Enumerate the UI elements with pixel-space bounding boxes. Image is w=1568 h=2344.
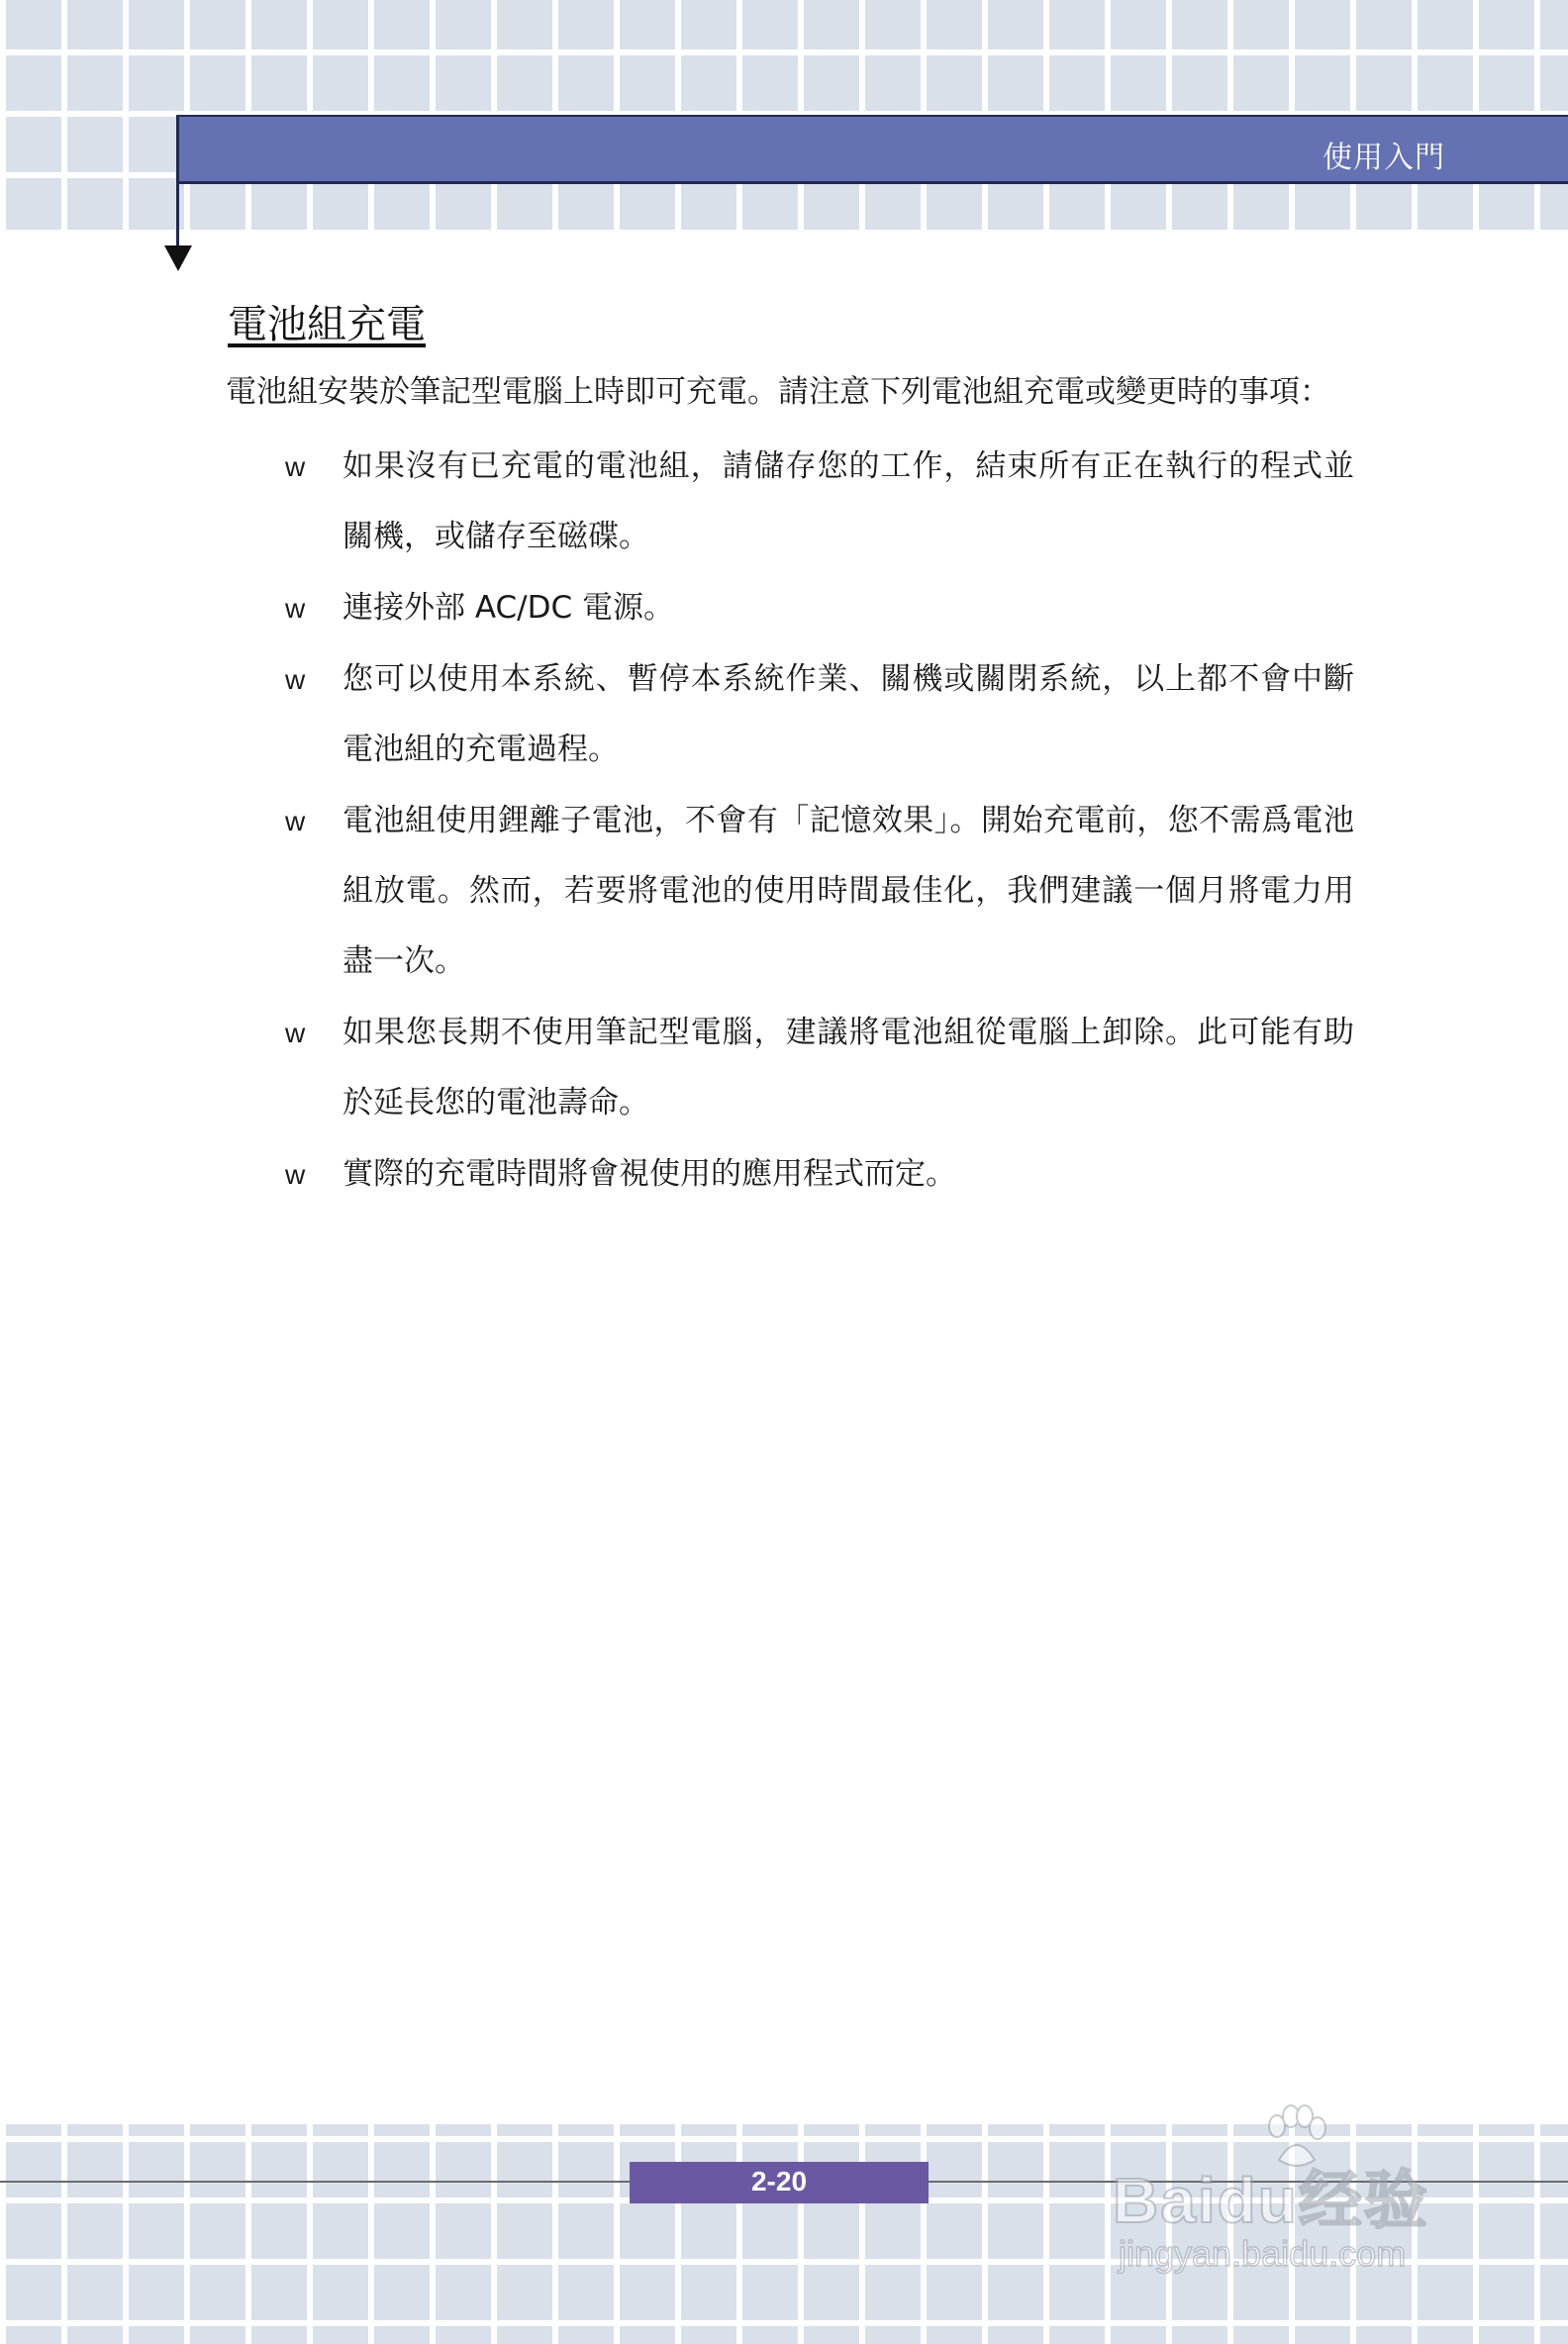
watermark-logo: Baidu经验 <box>1113 2165 1429 2236</box>
list-item-text: 如果沒有已充電的電池組，請儲存您的工作，結束所有正在執行的程式並關機，或儲存至磁碟。 <box>343 448 1354 554</box>
bullet-marker: w <box>285 1018 306 1048</box>
list-item <box>285 573 1354 643</box>
list-item-text: 實際的充電時間將會視使用的應用程式而定。 <box>343 1156 956 1192</box>
list-item-text: 您可以使用本系統、暫停本系統作業、關機或關閉系統，以上都不會中斷電池組的充電過程。 <box>343 661 1354 767</box>
list-item <box>285 998 1354 1138</box>
bullet-marker: w <box>285 451 306 482</box>
page-number-badge <box>630 2162 929 2203</box>
bullet-marker: w <box>285 664 306 695</box>
watermark-url: jingyan.baidu.com <box>1119 2233 1407 2274</box>
bullet-marker: w <box>285 593 306 624</box>
bullet-marker: w <box>285 1159 306 1190</box>
bullet-list <box>285 432 1354 1211</box>
list-item-text: 如果您長期不使用筆記型電腦，建議將電池組從電腦上卸除。此可能有助於延長您的電池壽命。 <box>343 1015 1354 1121</box>
section-title: 電池組充電 <box>228 302 426 347</box>
list-item-text: 電池組使用鋰離子電池，不會有「記憶效果」。開始充電前，您不需爲電池組放電。然而，若要將電池的使用時間最佳化，我們建議一個月將電力用盡一次。 <box>343 803 1354 979</box>
list-item <box>285 786 1354 997</box>
list-item-text: 連接外部 AC/DC 電源。 <box>343 590 674 626</box>
header-guide-line <box>176 115 179 249</box>
bullet-marker: w <box>285 806 306 836</box>
list-item <box>285 432 1354 572</box>
page-number: 2-20 <box>750 2166 808 2197</box>
page-header-bar <box>176 115 1568 184</box>
baidu-watermark <box>1113 2104 1489 2283</box>
down-arrow-icon <box>164 245 192 271</box>
list-item <box>285 644 1354 785</box>
intro-paragraph: 電池組安裝於筆記型電腦上時即可充電。請注意下列電池組充電或變更時的事項： <box>226 374 1330 410</box>
chapter-title: 使用入門 <box>1323 141 1445 175</box>
list-item <box>285 1139 1354 1210</box>
